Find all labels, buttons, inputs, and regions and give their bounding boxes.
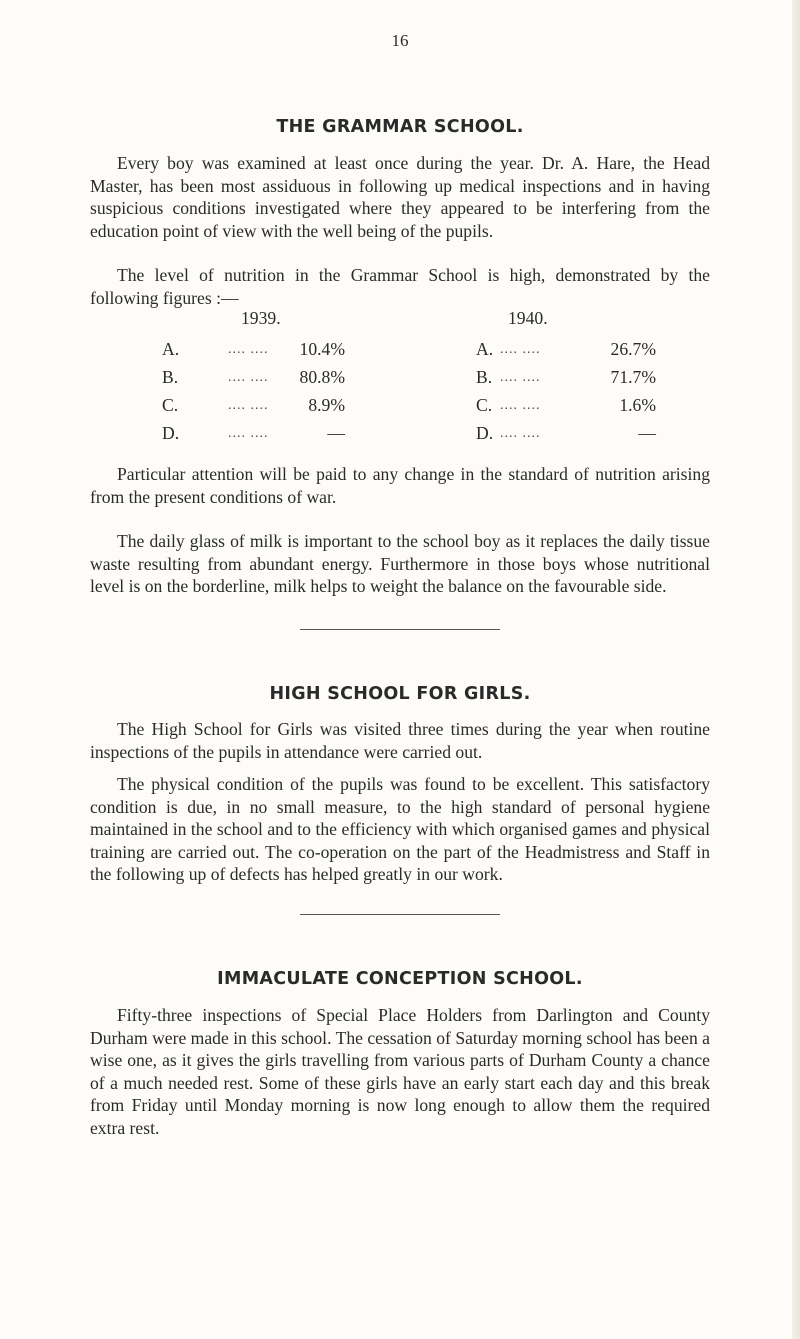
dot-leader: .... .... <box>228 370 269 385</box>
dot-leader: .... .... <box>228 398 269 413</box>
category-1940: A. <box>476 339 494 359</box>
category-1940: D. <box>476 423 494 443</box>
value-1940: — <box>638 423 656 443</box>
value-1939: 10.4% <box>299 339 345 359</box>
high-school-para-condition: The physical condition of the pupils was found to be excellent. This satisfactory condition is due, in no small measure, to the high standard of personal hygiene maintained in the school and to the efficiency with which organised games and physical training are carried out. The co-operation on the part of the Headmistress and Staff in the following up of defects has helped greatly in our work. <box>90 774 710 884</box>
value-1939: 80.8% <box>299 367 345 387</box>
immaculate-conception-heading: IMMACULATE CONCEPTION SCHOOL. <box>217 969 583 989</box>
dot-leader: .... .... <box>228 342 269 357</box>
high-school-para-visits: The High School for Girls was visited three times during the year when routine inspections of the pupils in attendance were carried out. <box>90 719 710 762</box>
page-number: 16 <box>391 31 409 50</box>
dot-leader: .... .... <box>228 426 269 441</box>
dot-leader: .... .... <box>500 426 541 441</box>
grammar-school-heading: THE GRAMMAR SCHOOL. <box>276 117 524 137</box>
category-1940: B. <box>476 367 493 387</box>
value-1939: — <box>327 423 345 443</box>
grammar-para-nutrition-intro: The level of nutrition in the Grammar School is high, demonstrated by the following figures :— <box>90 265 710 308</box>
category-1939: A. <box>162 339 180 359</box>
grammar-para-attention: Particular attention will be paid to any change in the standard of nutrition arising from the present conditions of war. <box>90 464 710 507</box>
value-1939: 8.9% <box>308 395 345 415</box>
year-1940-header: 1940. <box>508 308 548 328</box>
category-1939: D. <box>162 423 180 443</box>
grammar-para-milk: The daily glass of milk is important to the school boy as it replaces the daily tissue waste resulting from abundant energy. Furthermore in those boys whose nutritional level is on the borderline, milk helps to weight the balance on the favourable side. <box>90 531 710 596</box>
value-1940: 26.7% <box>610 339 656 359</box>
value-1940: 71.7% <box>610 367 656 387</box>
grammar-para-examinations: Every boy was examined at least once during the year. Dr. A. Hare, the Head Master, has been most assiduous in following up medical inspections and in having suspicious conditions investigated where they appeared to be interfering from the education point of view with the well being of the pupils. <box>90 153 710 241</box>
page-edge-shadow <box>792 0 800 1339</box>
year-1939-header: 1939. <box>241 308 281 328</box>
dot-leader: .... .... <box>500 342 541 357</box>
value-1940: 1.6% <box>619 395 656 415</box>
category-1940: C. <box>476 395 493 415</box>
section-divider <box>300 914 500 915</box>
immaculate-para-inspections: Fifty-three inspections of Special Place Holders from Darlington and County Durham were made in this school. The cessation of Saturday morning school has been a wise one, as it gives the girls travelling from various parts of Durham County a chance of a much needed rest. Some of these girls have an early start each day and this break from Friday until Monday morning is now long enough to allow them the required extra rest. <box>90 1005 710 1138</box>
dot-leader: .... .... <box>500 398 541 413</box>
dot-leader: .... .... <box>500 370 541 385</box>
category-1939: C. <box>162 395 179 415</box>
high-school-heading: HIGH SCHOOL FOR GIRLS. <box>269 684 531 704</box>
category-1939: B. <box>162 367 179 387</box>
section-divider <box>300 629 500 630</box>
